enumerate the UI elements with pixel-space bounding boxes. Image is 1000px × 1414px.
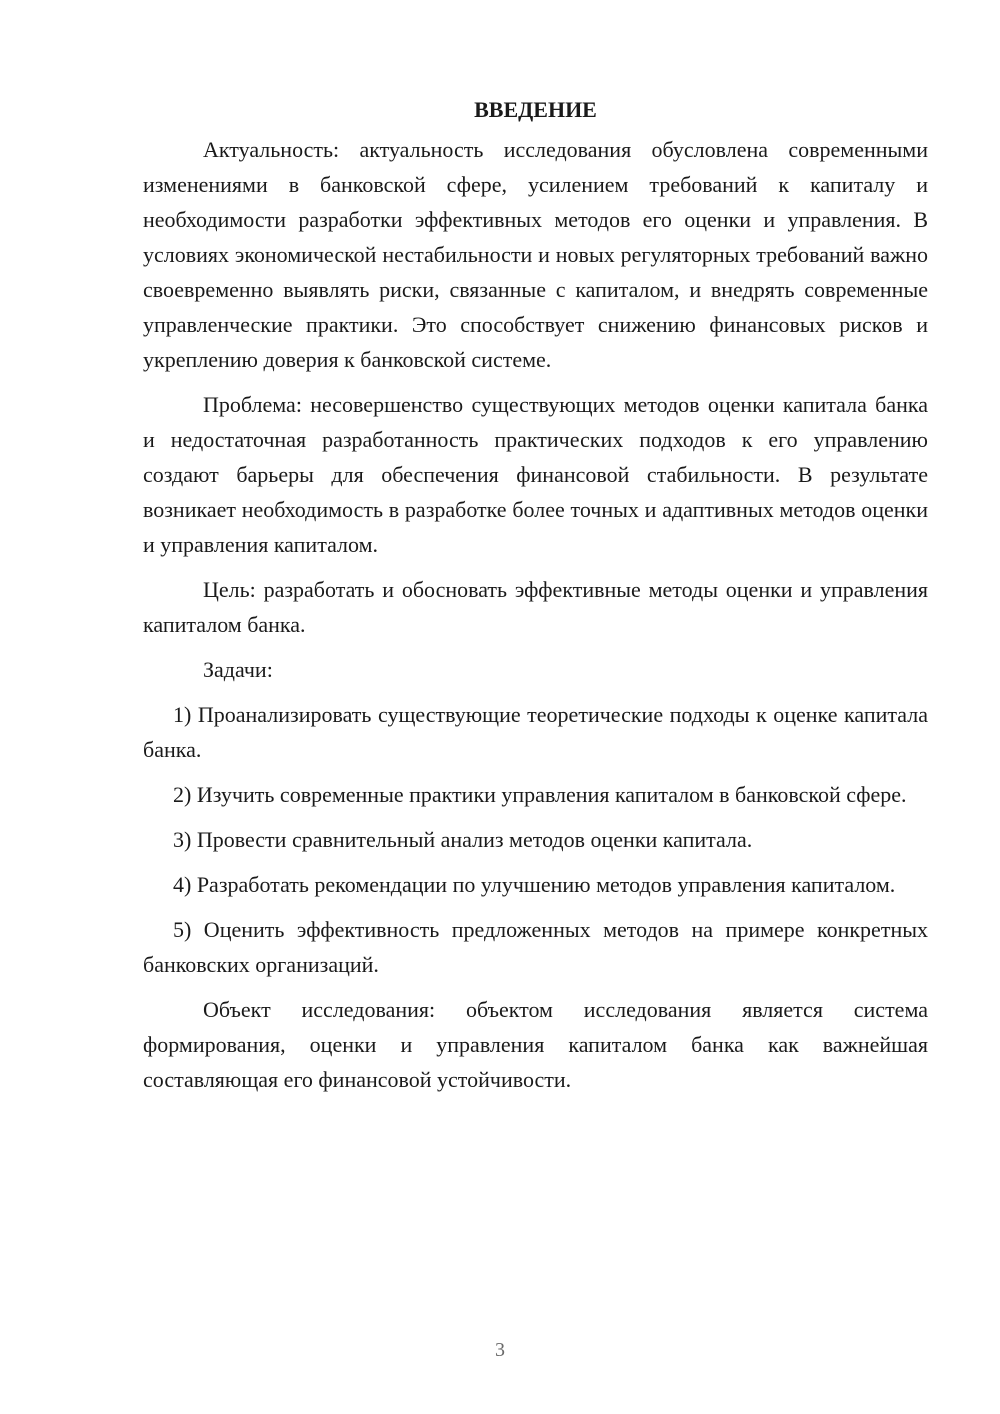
task-item-2: 2) Изучить современные практики управления капиталом в банковской сфере.: [173, 782, 907, 807]
tasks-heading: Задачи:: [203, 657, 273, 682]
task-item-5: 5) Оценить эффективность предложенных методов на примере конкретных банковских организаций.: [143, 917, 928, 977]
page-number: 3: [495, 1339, 505, 1361]
paragraph-relevance: Актуальность: актуальность исследования обусловлена современными изменениями в банковской сфере, усилением требований к капиталу и необходимости разработки эффективных методов его оценки и управления. В условиях экономической нестабильности и новых регуляторных требований важно своевременно выявлять риски, связанные с капиталом, и внедрять современные управленческие практики. Это способствует снижению финансовых рисков и укреплению доверия к банковской системе.: [143, 137, 928, 372]
task-item-3: 3) Провести сравнительный анализ методов оценки капитала.: [173, 827, 753, 852]
page-content: [143, 92, 928, 1097]
task-item-4: 4) Разработать рекомендации по улучшению методов управления капиталом.: [173, 872, 896, 897]
paragraph-object: Объект исследования: объектом исследования является система формирования, оценки и управления капиталом банка как важнейшая составляющая его финансовой устойчивости.: [143, 997, 928, 1092]
paragraph-problem: Проблема: несовершенство существующих методов оценки капитала банка и недостаточная разработанность практических подходов к его управлению создают барьеры для обеспечения финансовой стабильности. В результате возникает необходимость в разработке более точных и адаптивных методов оценки и управления капиталом.: [143, 392, 928, 557]
page-title: ВВЕДЕНИЕ: [474, 97, 597, 122]
task-item-1: 1) Проанализировать существующие теоретические подходы к оценке капитала банка.: [143, 702, 928, 762]
paragraph-goal: Цель: разработать и обосновать эффективные методы оценки и управления капиталом банка.: [143, 577, 928, 637]
